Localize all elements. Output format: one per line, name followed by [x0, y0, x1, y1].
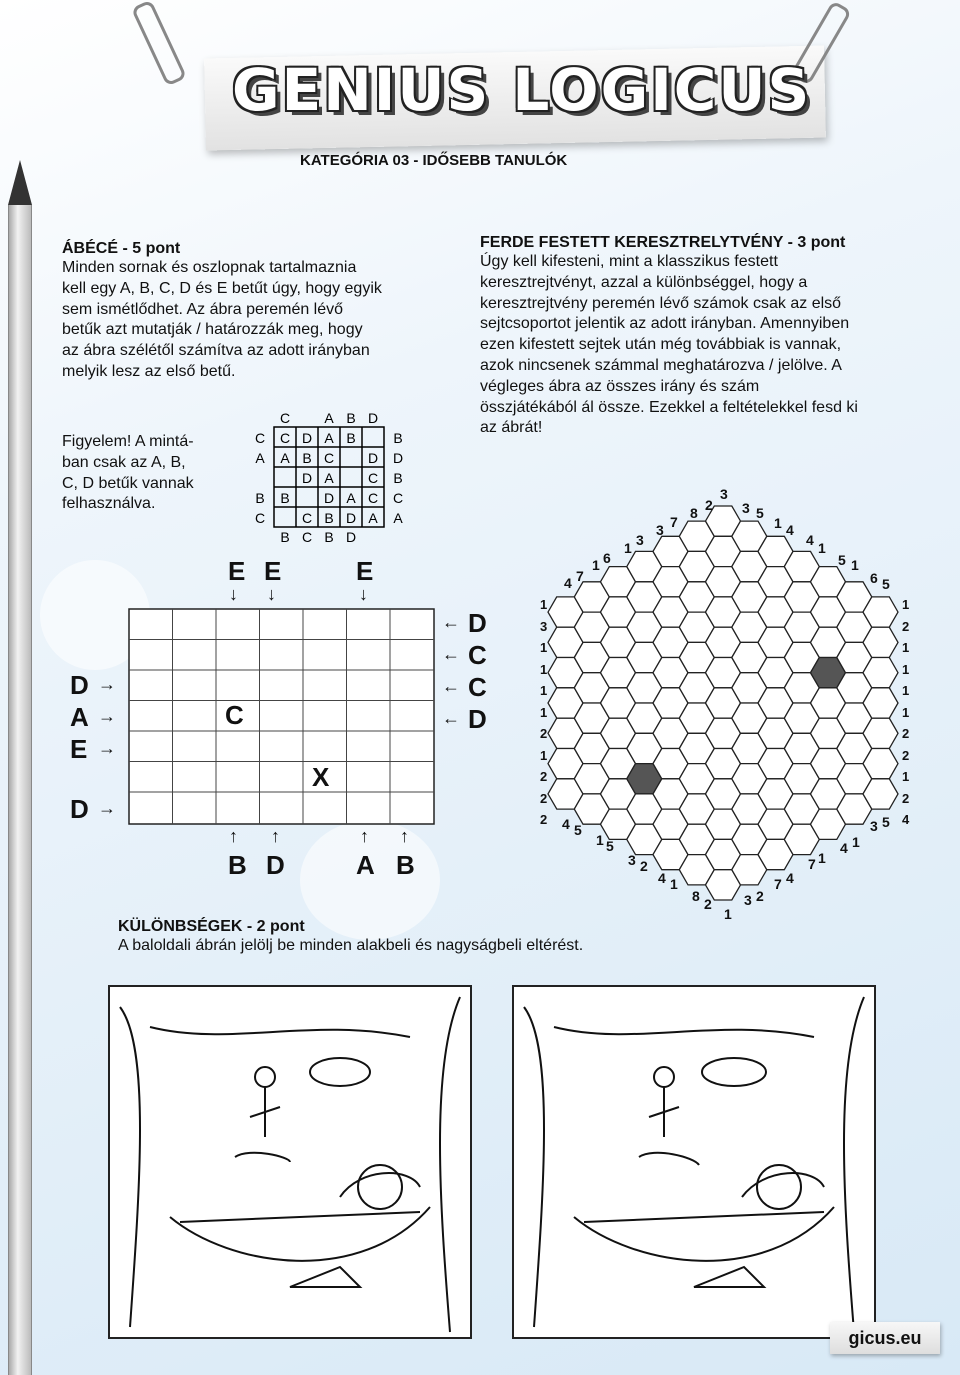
example-top-clue: D	[367, 410, 379, 426]
hex-left-clues	[540, 594, 554, 831]
hex-clue: 3	[656, 522, 664, 538]
bottom-clue: D	[266, 850, 285, 880]
hex-clue: 1	[902, 704, 910, 720]
left-clue: A	[70, 702, 89, 732]
ferde-line: végleges ábra az összes irány és szám	[480, 377, 760, 395]
abece-line: az ábra szélétől számítva az adott irányban	[62, 342, 370, 360]
hex-right-clues	[902, 594, 916, 831]
hex-clue: 5	[756, 505, 764, 521]
hex-clue: 8	[690, 505, 698, 521]
arrow-up-icon: ↑	[271, 826, 280, 846]
abece-note	[62, 432, 242, 515]
given-cross: X	[312, 762, 330, 792]
example-cell: D	[323, 490, 335, 506]
example-cell: B	[346, 430, 356, 446]
example-top-clue: C	[279, 410, 291, 426]
hex-clue: 3	[742, 500, 750, 516]
arrow-left-icon: ←	[442, 676, 460, 696]
abece-line: kell egy A, B, C, D és E betűt úgy, hogy egyik	[62, 279, 382, 297]
left-clue: E	[70, 734, 88, 764]
top-clue: E	[264, 556, 282, 586]
arrow-left-icon: ←	[442, 644, 460, 664]
abece-line: sem ismétlődhet. Az ábra peremén lévő	[62, 300, 344, 318]
hex-clue: 3	[720, 486, 728, 502]
hex-clue: 2	[756, 888, 764, 904]
hex-clue: 1	[540, 661, 548, 677]
hex-clue: 1	[902, 597, 910, 612]
abece-section	[62, 240, 447, 383]
hex-clue: 1	[724, 906, 732, 922]
arrow-up-icon: ↑	[360, 826, 369, 846]
left-picture[interactable]	[108, 985, 472, 1339]
hex-clue: 1	[540, 640, 548, 655]
example-cell: B	[280, 490, 290, 506]
hex-clue: 3	[628, 852, 636, 868]
example-top-clue: A	[324, 410, 334, 426]
hex-clue: 1	[902, 640, 910, 655]
hex-clue: 5	[882, 576, 890, 592]
hex-clue: 1	[540, 683, 548, 698]
pencil-tip-icon	[8, 160, 32, 205]
example-bottom-clue: C	[301, 529, 313, 545]
hex-clue: 7	[808, 856, 816, 872]
hex-clue: 3	[540, 618, 548, 634]
bottom-clue: A	[356, 850, 375, 880]
hex-clue: 3	[744, 892, 752, 908]
hex-clue: 1	[902, 769, 910, 784]
abece-title: ÁBÉCÉ - 5 pont	[62, 240, 181, 257]
bottom-clue: B	[396, 850, 415, 880]
top-clue: E	[228, 556, 246, 586]
hex-clue: 7	[774, 876, 782, 892]
right-clue: D	[468, 704, 487, 734]
hex-clue: 1	[902, 683, 910, 698]
example-left-clue: C	[254, 510, 266, 526]
example-cell: C	[367, 470, 379, 486]
example-cell: A	[324, 430, 334, 446]
note-line: felhasználva.	[62, 495, 156, 513]
example-right-clue: B	[393, 470, 403, 486]
given-letter: C	[225, 700, 244, 730]
arrow-up-icon: ↑	[400, 826, 409, 846]
right-picture[interactable]	[512, 985, 876, 1339]
hex-clue: 4	[564, 575, 572, 591]
hex-clue: 2	[705, 497, 713, 513]
hex-clue: 4	[806, 532, 814, 548]
hex-clue: 1	[540, 747, 548, 763]
example-right-clue: D	[392, 450, 404, 466]
example-left-clue: B	[255, 490, 265, 506]
hex-puzzle-grid[interactable]	[508, 488, 938, 918]
hex-clue: 1	[851, 557, 859, 573]
hex-clue: 3	[636, 532, 644, 548]
hex-clue: 2	[902, 747, 910, 763]
ferde-line: az ábrát!	[480, 419, 543, 437]
hex-clue: 1	[540, 597, 548, 612]
hex-clue: 8	[692, 888, 700, 904]
example-cell: D	[367, 450, 379, 466]
example-cell: B	[302, 450, 312, 466]
example-bottom-clue: B	[324, 529, 334, 545]
hex-clue: 5	[838, 552, 846, 568]
example-right-clue: A	[393, 510, 403, 526]
ferde-line: Úgy kell kifesteni, mint a klasszikus festett	[480, 253, 778, 270]
left-clue: D	[70, 794, 89, 824]
paperclip-icon	[131, 0, 187, 87]
example-left-clue: A	[255, 450, 265, 466]
right-clue: C	[468, 640, 487, 670]
hex-clue: 6	[870, 570, 878, 586]
hex-clue: 4	[562, 816, 570, 832]
example-cell: A	[368, 510, 378, 526]
category-heading: KATEGÓRIA 03 - IDŐSEBB TANULÓK	[300, 152, 568, 169]
example-cell: C	[323, 450, 335, 466]
hex-clue: 5	[574, 822, 582, 838]
example-cell: C	[301, 510, 313, 526]
hex-clue: 2	[902, 618, 910, 634]
hex-clue: 5	[606, 838, 614, 854]
hex-clue: 2	[640, 858, 648, 874]
example-cell: A	[346, 490, 356, 506]
arrow-up-icon: ↑	[229, 826, 238, 846]
hex-clue: 1	[596, 832, 604, 848]
footer-site[interactable]: gicus.eu	[830, 1322, 940, 1354]
hex-clue: 2	[902, 790, 910, 806]
pencil-icon	[8, 205, 32, 1375]
hex-clue: 1	[902, 661, 910, 677]
kulonbsegek-text: A baloldali ábrán jelölj be minden alakbeli és nagyságbeli eltérést.	[118, 937, 584, 954]
hex-clue: 5	[882, 814, 890, 830]
hex-clue: 1	[818, 540, 826, 556]
example-cell: C	[279, 430, 291, 446]
example-cell: D	[301, 430, 313, 446]
example-grid	[250, 405, 410, 545]
note-line: ban csak az A, B,	[62, 453, 186, 471]
example-cell: D	[345, 510, 357, 526]
hex-clue: 1	[818, 850, 826, 866]
ferde-title: FERDE FESTETT KERESZTRELYTVÉNY - 3 pont	[480, 234, 846, 251]
arrow-right-icon: →	[98, 674, 116, 694]
hex-clue: 2	[704, 896, 712, 912]
kulonbsegek-title: KÜLÖNBSÉGEK - 2 pont	[118, 918, 305, 935]
hex-clue: 7	[670, 514, 678, 530]
abece-line: melyik lesz az első betű.	[62, 362, 236, 380]
hex-clue: 1	[540, 704, 548, 720]
hex-clue: 3	[870, 818, 878, 834]
hex-clue: 4	[786, 522, 794, 538]
hex-clue: 2	[902, 726, 910, 741]
example-cell: A	[280, 450, 290, 466]
example-bottom-clue: B	[280, 529, 290, 545]
ferde-line: keresztrejtvény peremén lévő számok csak az első	[480, 294, 842, 312]
hex-clue: 2	[540, 812, 548, 827]
example-cell: A	[324, 470, 334, 486]
arrow-left-icon: ←	[442, 708, 460, 728]
left-clue: D	[70, 670, 89, 700]
arrow-right-icon: →	[98, 706, 116, 726]
example-cell: B	[324, 510, 334, 526]
abece-line: Minden sornak és oszlopnak tartalmaznia	[62, 259, 357, 276]
arrow-down-icon: ↓	[229, 584, 238, 604]
example-right-clue: B	[393, 430, 403, 446]
arrow-right-icon: →	[98, 798, 116, 818]
arrow-left-icon: ←	[442, 612, 460, 632]
hex-clue: 4	[786, 870, 794, 886]
hex-clue: 2	[540, 790, 548, 806]
kulonbsegek-section	[118, 918, 818, 957]
bottom-clue: B	[228, 850, 247, 880]
right-clue: C	[468, 672, 487, 702]
hex-clue: 2	[540, 769, 548, 784]
note-line: Figyelem! A mintá-	[62, 433, 194, 450]
ferde-line: sejtcsoportot jelentik az adott irányban. Amennyiben	[480, 315, 850, 333]
hex-clue: 1	[774, 515, 782, 531]
right-clue: D	[468, 608, 487, 638]
abece-line: betűk azt mutatják / határozzák meg, hogy	[62, 321, 363, 339]
ferde-line: ezen kifestett sejtek után még továbbiak is vannak,	[480, 336, 842, 354]
example-bottom-clue: D	[345, 529, 357, 545]
hex-clue: 1	[852, 834, 860, 850]
hex-clue: 4	[658, 870, 666, 886]
ferde-section	[480, 234, 940, 439]
ferde-line: keresztrejtvényt, azzal a különbséggel, hogy a	[480, 273, 808, 291]
abece-puzzle-grid[interactable]	[128, 608, 436, 826]
example-right-clue: C	[392, 490, 404, 506]
example-cell: D	[301, 470, 313, 486]
hex-clue: 6	[603, 550, 611, 566]
ferde-line: összjátékából ál össze. Ezekkel a feltételekkel fesd ki	[480, 398, 858, 416]
top-clue: E	[356, 556, 374, 586]
example-cell: C	[367, 490, 379, 506]
arrow-down-icon: ↓	[267, 584, 276, 604]
hex-clue: 1	[624, 540, 632, 556]
ferde-line: azok nincsenek számmal meghatározva / jelölve. A	[480, 356, 842, 374]
example-left-clue: C	[254, 430, 266, 446]
hex-clue: 1	[670, 876, 678, 892]
hex-clue: 4	[840, 840, 848, 856]
hex-clue: 1	[592, 557, 600, 573]
example-top-clue: B	[346, 410, 356, 426]
note-line: C, D betűk vannak	[62, 474, 194, 492]
hex-clue: 2	[540, 726, 548, 741]
arrow-right-icon: →	[98, 738, 116, 758]
hex-clue: 4	[902, 812, 910, 827]
logo-text: GENIUS LOGICUS	[232, 56, 812, 124]
arrow-down-icon: ↓	[359, 584, 368, 604]
hex-clue: 7	[576, 568, 584, 584]
